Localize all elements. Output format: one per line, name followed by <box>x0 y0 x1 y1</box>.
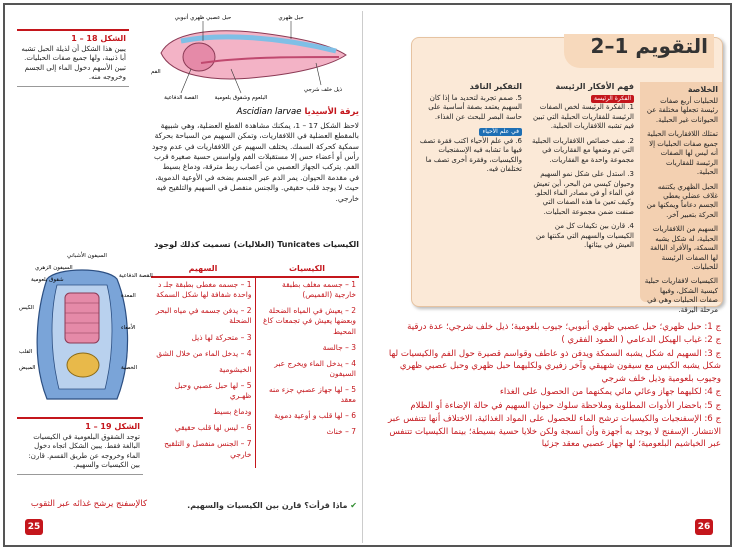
body-paragraph: لاحظ الشكل 17 – 1، يمكنك مشاهدة القطع العضلية، وهي شبيهة بالمقطع العضلية في اللافقاريات، وتمكن السهيم من السباحة بحركة سمكية كحركة السمك. يختلف السهيم عن اللافقاريات في عدم وجود رأس أو أعضاء حس إلا مستقبلات الفم ولواسس حسية صغيرة قرب الفم. يتركب الجهاز العصبي من أعصاب ربط مترقة، ودماغ بسيط في مقدمة الحيوان. يمر الدم عبر الجسم بضخه في الأوعية الدموية، حيث لا يوجد قلب حقيقي. والجنس منفصل في السهيم والتلقيح فيه خارجي. <box>151 121 359 203</box>
handwritten-answers <box>377 321 721 452</box>
tunicate-label: المبيض <box>19 365 36 371</box>
page-number-right: 26 <box>695 519 713 535</box>
critical-item: 6. في علم الأحياء اكتب فقرة تصف فيها ما تشابه فيه الإسفنجيات والكيسيات، وفقرة أخرى تصف ما تختلفان فيه. <box>419 136 522 174</box>
larva-label: الفم <box>151 69 161 75</box>
tunicate-label: الخصية <box>121 365 138 371</box>
tunicate-label: الأمعاء <box>121 325 136 331</box>
table-cell: 5 – لها حبل عصبي وحبل ظهـري <box>174 380 252 400</box>
table-header-tunicates: الكيسيات <box>288 264 326 273</box>
summary-item: السهيم من اللافقاريات الحبلية، له شكل يشبه السمكة، والأفراد البالغة لها الصفات الرئيسة للحبليات. <box>650 225 718 271</box>
figure-19-title: الشكل 19 – 1 <box>85 422 140 431</box>
larva-label: حبل عصبي ظهري أنبوبي <box>174 15 232 21</box>
summary-column <box>640 82 722 314</box>
tunicate-label: السيفون الزهري <box>35 265 73 271</box>
right-page <box>367 11 727 543</box>
critical-item: 5. صمم تجربة لتحديد ما إذا كان السهيم يعتمد بصفة أساسية على حاسة البصر للبحث عن الغذاء. <box>428 94 522 121</box>
main-idea-chip: الفكرة الرئيسة <box>591 95 634 103</box>
main-idea-item: 1. الفكرة الرئيسة لخص الصفات الرئيسة للفقاريات الحبلية التي تبين فيم تشبه اللافقاريات الحبلية. <box>532 103 634 131</box>
larva-title: يرقة الأسيديا <box>304 107 359 117</box>
larva-label: حبل ظهري <box>278 15 304 21</box>
review-title: التقويم 1–2 <box>564 34 714 68</box>
comparison-table <box>151 261 359 468</box>
main-idea-item: 4. قارن بين تكيفات كل من الكيسيات والسهيم التي مكنتها من العيش في بيئاتها. <box>535 222 634 250</box>
page-number-left: 25 <box>25 519 43 535</box>
summary-item: الكيسيات لافقاريات حبلية كيسية الشكل، وفيها صفات الحبليات وهي في مرحلة اليرقة. <box>644 277 718 314</box>
main-ideas-column <box>526 82 634 256</box>
figure-18-title: الشكل 18 – 1 <box>71 34 126 43</box>
biology-writing-chip: في علم الأحياء <box>479 128 522 136</box>
figure-18-text: يبين هذا الشكل أن لذيلة الحبل تشبه أبا ذنيبة، ولها جميع صفات الحبليات. تبين الأسهم دخول الماء إلى الجسم وخروجه منه. <box>21 44 126 82</box>
tunicates-heading: الكيسيات Tunicates (الغلاليات) تسميت كذلك لوجود <box>154 240 359 249</box>
reading-check-text: ماذا قرأت؟ قارن بين الكيسيات والسهيم. <box>187 501 348 510</box>
table-cell: 1 – جسمه مغلف بطبقة خارجية (القميص) <box>282 280 356 300</box>
figure-19-text: توجد الشقوق البلعومية في الكيسيات البالغة فقط. يبين الشكل اتجاه دخول الماء وخروجه عن طريق القسم. قارن: بين الكيسيات والسهيم. <box>28 432 140 470</box>
table-cell: 1 – جسمه مغطى بطبقة جلـ د واحدة شفافة لها شكل السمكة <box>156 280 252 300</box>
summary-item: للحبليات أربع صفات رئيسة تجعلها مختلفة عن الحيوانات غير الحبلية. <box>646 97 718 124</box>
table-header-amphioxus: السهيم <box>188 264 218 273</box>
figure-19-caption <box>17 417 143 475</box>
answer-line: ج 3: السهيم له شكل يشبه السمكة ويدفن ذو عاطف وقواسم قصيرة حول الفم والكيسيات لها شكل يشبه الكيس مع سيفون شهيقي وآخر زفيري ولكليهما حبل ظهري وحبل عصبي ظهري وجيوب بلعومية وذيل خلف شرجي <box>388 348 721 384</box>
critical-thinking-column <box>416 82 522 180</box>
answer-line: ج 2: غياب الهيكل الدعامي ( العمود الفقري ) <box>561 335 721 346</box>
table-cell: 7 – الجنس منفصل و التلقيح خارجي <box>164 439 252 459</box>
review-box <box>411 34 723 314</box>
main-idea-item: 2. صف خصائص اللافقاريات الحبلية التي تم وضعها مع الفقاريات في مجموعة واحدة مع الفقاريات. <box>531 136 634 164</box>
check-icon: ✔ <box>350 501 357 510</box>
table-cell: 3 – جالسة <box>322 342 356 352</box>
table-cell: ودماغ بسيط <box>213 407 252 417</box>
table-cell: 7 – خناث <box>326 427 356 437</box>
handwritten-note: كالإسفنج يرشح غذائه عبر الثقوب <box>30 499 147 509</box>
tunicate-diagram <box>17 249 153 409</box>
amphioxus-column <box>151 278 256 468</box>
main-idea-item: 3. استدل على شكل نمو السهيم وحيوان كيسي من البحر، أين تعيش في الماء أو في مصادر الماء الحلو. وكيف تعين ما هذه الصفات التي صنفت ضمن مجموعة الحبليات. <box>533 170 634 216</box>
reading-check <box>161 501 357 510</box>
table-cell: 6 – ليس لها قلب حقيقي <box>174 423 252 433</box>
tunicate-label: الكيس <box>19 305 34 311</box>
summary-item: الحبل الظهري يكتنفه غلاف عضلي يعطي الجسم دعاماً ويمكنها من الحركة بتعبير آخر. <box>646 182 718 219</box>
larva-title-en: Ascidian larvae <box>236 107 302 117</box>
main-ideas-heading: فهم الأفكار الرئيسة <box>555 82 634 91</box>
ascidian-larva-diagram <box>141 13 356 105</box>
left-page <box>11 11 363 543</box>
table-cell: 6 – لها قلب و أوعية دموية <box>274 411 356 421</box>
table-cell: 4 – يدخل الماء من خلال الشق <box>156 348 252 358</box>
summary-item: تمتلك اللافقاريات الحبلية جميع صفات الحبليات إلا أنه ليس لها الصفات الرئيسة للفقاريات الحبلية. <box>647 130 718 177</box>
answer-line: ج 4: لكليهما جهاز وعائي مائي يمكنهما من الحصول على الغذاء <box>499 387 721 398</box>
table-cell: 2 – يدفن جسمه في مياه البحر الضحلة <box>155 306 252 326</box>
tunicate-label: المعدة <box>121 293 136 299</box>
critical-thinking-heading: التفكير الناقد <box>469 82 522 91</box>
table-cell: الخيشومية <box>219 364 252 374</box>
tunicate-label: شقوق بلعومية <box>31 277 64 283</box>
larva-heading <box>151 107 359 117</box>
tunicate-label: القلب <box>19 349 33 355</box>
answer-line: ج 6: الإسفنجيات والكيسيات ترشح الماء للحصول على المواد الغذائية، الاختلاف أنها تتنفس عبر الانتشار. الإسفنج لا يوجد به أجهزة وأن أنسجة ولكن خلايا حسية بسيطة؛ بينما الكيسيات تتنفس عبر الخياشيم البلعومية؛ لها جهاز عصبي معقد جزئيا <box>388 414 721 450</box>
table-cell: 4 – يدخل الماء ويخرج عبر السيفون <box>274 358 356 378</box>
answer-line: ج 5: باحضار الأدوات المطلوبة وملاحظة سلوك حيوان السهيم في حالة الإضاءة أو الظلام <box>410 400 721 411</box>
table-cell: 5 – لها جهاز عصبي جزء منه معقد <box>269 385 356 405</box>
larva-label: القصة الدفاعية <box>164 95 198 101</box>
tunicate-label: السيفون الأشباني <box>67 253 107 259</box>
tunicate-label: القصة الدفاعية <box>119 273 153 279</box>
larva-label: ذيل خلف شرجي <box>303 87 343 93</box>
tunicates-column <box>256 278 360 468</box>
summary-heading: الخلاصة <box>687 85 718 94</box>
figure-18-caption <box>17 29 129 87</box>
table-cell: 3 – متحركة لها ذيل <box>191 332 252 342</box>
table-cell: 2 – يعيش في المياه الضحلة وبعضها يعيش في تجمعات كاغ المحيط <box>262 306 356 336</box>
book-spread <box>3 3 732 547</box>
answer-line: ج 1: حبل ظهري؛ حبل عصبي ظهري أنبوبي؛ جيوب بلعومية؛ ذيل خلف شرجي؛ عدة درقية <box>407 322 721 332</box>
larva-label: البلعوم وشقوق بلعومية <box>214 95 268 101</box>
